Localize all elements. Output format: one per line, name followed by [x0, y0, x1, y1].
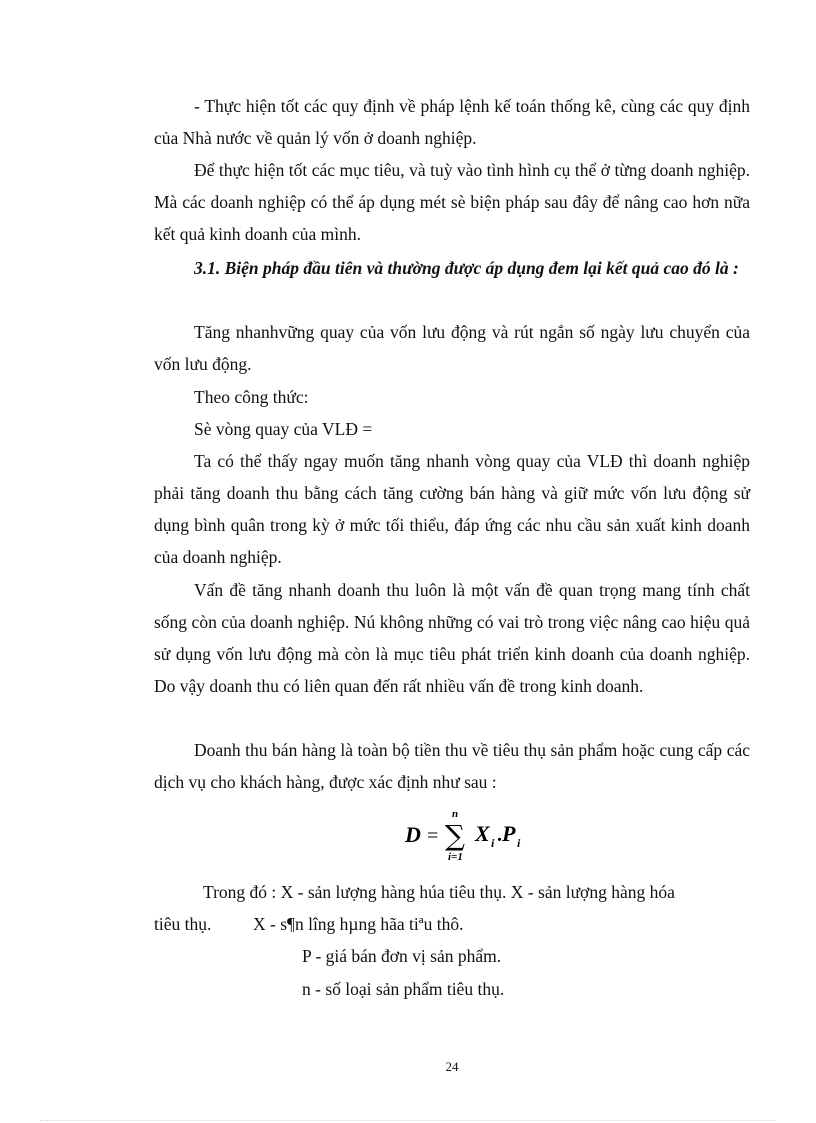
summation-icon: ∑ [445, 819, 465, 852]
paragraph-turnover-formula: Sè vòng quay của VLĐ = [194, 419, 373, 439]
formula-dot: . [497, 824, 502, 846]
paragraph-regulations: - Thực hiện tốt các quy định về pháp lệnh kế toán thống kê, cùng các quy định của Nhà nước về quản lý vốn ở doanh nghiệp. [154, 96, 750, 148]
section-heading-3-1: 3.1. Biện pháp đầu tiên và thường được áp dụng đem lại kết quả cao đó là : [194, 258, 739, 278]
page-bottom-divider [40, 1120, 776, 1121]
paragraph-formula-intro: Theo công thức: [194, 387, 309, 407]
formula-term-x: X [475, 821, 490, 846]
definition-line-2a: tiêu thụ. [154, 914, 212, 934]
formula-term-p: P [502, 821, 516, 846]
definition-line-1: Trong đó : X - sản lượng hàng húa tiêu thụ. X - sản lượng hàng hóa [203, 882, 675, 902]
formula-equals: = [427, 825, 439, 847]
formula-lhs: D [405, 822, 421, 847]
revenue-formula [405, 808, 535, 868]
paragraph-revenue-strategy: Ta có thể thấy ngay muốn tăng nhanh vòng quay của VLĐ thì doanh nghiệp phải tăng doanh thu bằng cách tăng cường bán hàng và giữ mức vốn lưu động sử dụng bình quân trong kỳ ở mức tối thiểu, đáp ứng các nhu cầu sản xuất kinh doanh của doanh nghiệp. [154, 451, 750, 567]
definition-price: P - giá bán đơn vị sản phẩm. [302, 946, 502, 966]
formula-sub-p: i [517, 836, 521, 850]
paragraph-revenue-importance: Vấn đề tăng nhanh doanh thu luôn là một vấn đề quan trọng mang tính chất sống còn của doanh nghiệp. Nú không những có vai trò trong việc nâng cao hiệu quả sử dụng vốn lưu động mà còn là mục tiêu phát triển kinh doanh của doanh nghiệp. Do vậy doanh thu có liên quan đến rất nhiều vấn đề trong kinh doanh. [154, 580, 750, 696]
paragraph-revenue-definition: Doanh thu bán hàng là toàn bộ tiền thu về tiêu thụ sản phẩm hoặc cung cấp các dịch vụ cho khách hàng, được xác định như sau : [154, 740, 750, 792]
paragraph-objectives: Để thực hiện tốt các mục tiêu, và tuỳ vào tình hình cụ thể ở từng doanh nghiệp. Mà các doanh nghiệp có thể áp dụng mét sè biện pháp sau đây để nâng cao hơn nữa kết quả kinh doanh của mình. [154, 160, 750, 244]
formula-sum-upper: n [452, 808, 459, 820]
definition-product-count: n - số loại sản phẩm tiêu thụ. [302, 979, 505, 999]
formula-sum-lower: i=1 [448, 851, 463, 863]
formula-sub-x: i [491, 836, 495, 850]
page-number: 24 [445, 1059, 459, 1074]
paragraph-increase-turnover: Tăng nhanhvững quay của vốn lưu động và rút ngắn số ngày lưu chuyển của vốn lưu động. [154, 322, 750, 374]
definition-line-2b: X - s¶n lîng hµng hãa tiªu thô. [253, 914, 464, 934]
